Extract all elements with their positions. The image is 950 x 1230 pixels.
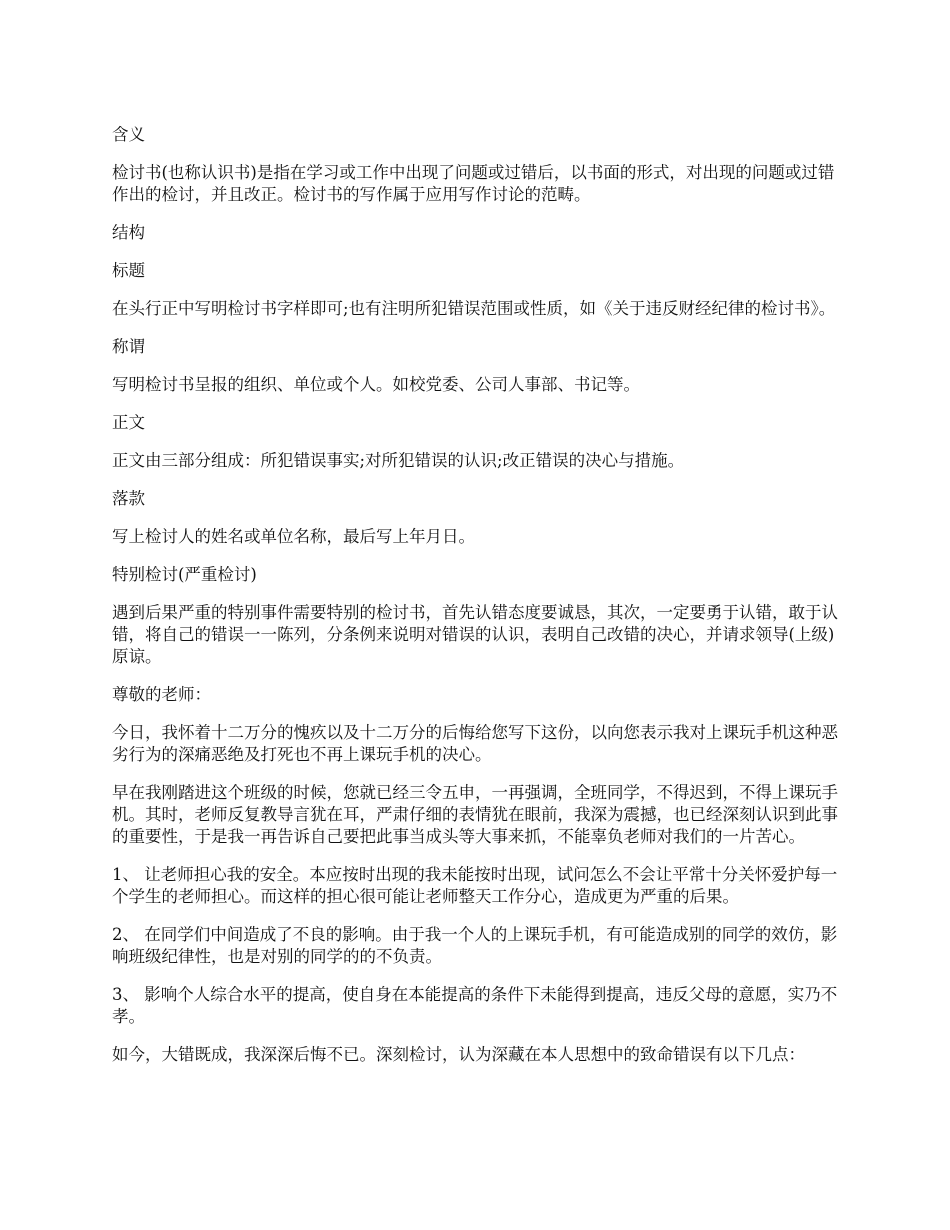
letter-paragraph-opening: 今日，我怀着十二万分的愧疚以及十二万分的后悔给您写下这份，以向您表示我对上课玩手机这种恶劣行为的深痛恶绝及打死也不再上课玩手机的决心。 (112, 723, 838, 764)
paragraph-definition: 检讨书(也称认识书)是指在学习或工作中出现了问题或过错后，以书面的形式，对出现的问题或过错作出的检讨，并且改正。检讨书的写作属于应用写作讨论的范畴。 (112, 163, 835, 204)
section-heading-structure: 结构 (112, 223, 145, 242)
section-heading-meaning: 含义 (112, 125, 145, 144)
paragraph-title-rule: 在头行正中写明检讨书字样即可;也有注明所犯错误范围或性质，如《关于违反财经纪律的检讨书》。 (112, 299, 836, 318)
section-heading-salutation: 称谓 (112, 337, 145, 356)
section-heading-title: 标题 (112, 261, 145, 280)
section-heading-special: 特别检讨(严重检讨) (112, 565, 257, 584)
letter-point-3: 3、 影响个人综合水平的提高，使自身在本能提高的条件下未能得到提高，违反父母的意愿，实乃不孝。 (112, 985, 838, 1026)
paragraph-special-rule: 遇到后果严重的特别事件需要特别的检讨书，首先认错态度要诚恳，其次，一定要勇于认错，敢于认错，将自己的错误一一陈列，分条例来说明对错误的认识，表明自己改错的决心，并请求领导(上级)原谅。 (112, 603, 838, 666)
document-page (112, 124, 840, 1082)
letter-point-1: 1、 让老师担心我的安全。本应按时出现的我未能按时出现，试问怎么不会让平常十分关怀爱护每一个学生的老师担心。而这样的担心很可能让老师整天工作分心，造成更为严重的后果。 (112, 865, 838, 906)
section-heading-signature: 落款 (112, 489, 145, 508)
letter-paragraph-background: 早在我刚踏进这个班级的时候，您就已经三令五申，一再强调，全班同学，不得迟到，不得上课玩手机。其时，老师反复教导言犹在耳，严肃仔细的表情犹在眼前，我深为震撼，也已经深刻认识到此事的重要性，于是我一再告诉自己要把此事当成头等大事来抓，不能辜负老师对我们的一片苦心。 (112, 783, 838, 846)
section-heading-body: 正文 (112, 413, 145, 432)
letter-point-2: 2、 在同学们中间造成了不良的影响。由于我一个人的上课玩手机，有可能造成别的同学的效仿，影响班级纪律性，也是对别的同学的的不负责。 (112, 925, 838, 966)
paragraph-body-rule: 正文由三部分组成：所犯错误事实;对所犯错误的认识;改正错误的决心与措施。 (112, 451, 685, 470)
paragraph-salutation-rule: 写明检讨书呈报的组织、单位或个人。如校党委、公司人事部、书记等。 (112, 375, 640, 394)
letter-salutation: 尊敬的老师： (112, 685, 211, 704)
letter-paragraph-reflection: 如今，大错既成，我深深后悔不已。深刻检讨，认为深藏在本人思想中的致命错误有以下几点： (112, 1045, 805, 1064)
paragraph-signature-rule: 写上检讨人的姓名或单位名称，最后写上年月日。 (112, 527, 475, 546)
